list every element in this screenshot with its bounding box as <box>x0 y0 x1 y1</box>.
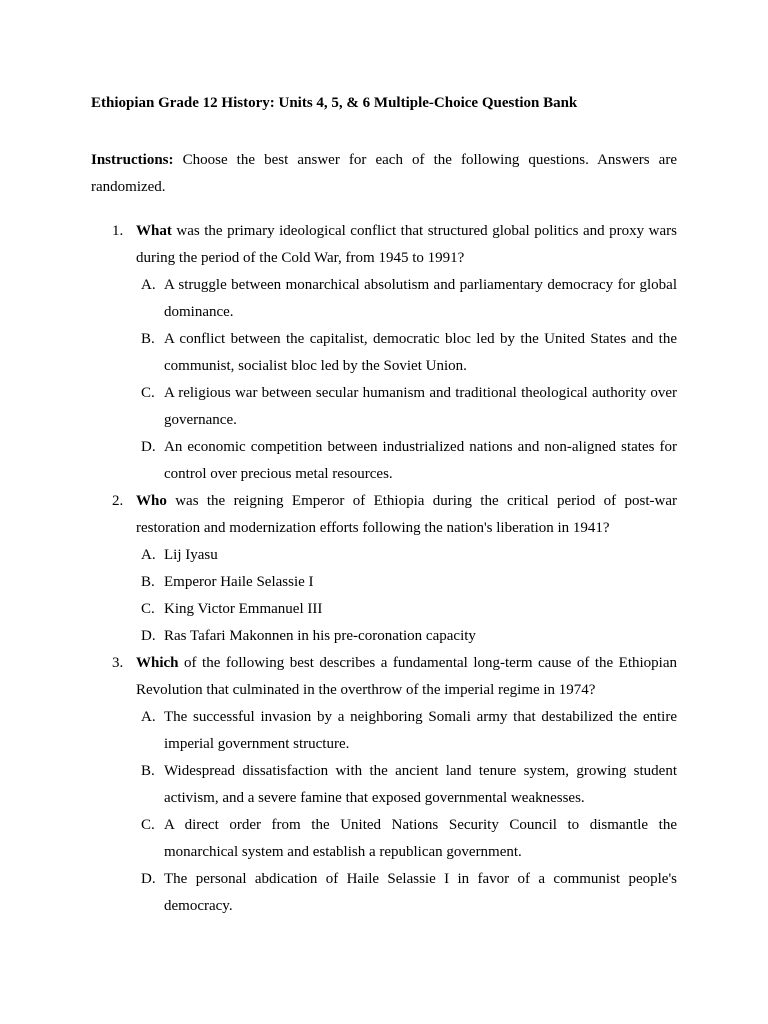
option-text: Emperor Haile Selassie I <box>164 574 314 590</box>
option-list <box>136 704 677 920</box>
option-letter: B. <box>141 574 155 590</box>
question-item <box>91 488 677 650</box>
option-letter: D. <box>141 439 156 455</box>
option-letter: B. <box>141 763 155 779</box>
question-number: 3. <box>112 655 124 671</box>
answer-option <box>136 812 677 866</box>
question-body: was the primary ideological conflict that structured global politics and proxy wars during the period of the Cold War, from 1945 to 1991? <box>136 223 677 266</box>
question-body: was the reigning Emperor of Ethiopia during the critical period of post-war restoration and modernization efforts following the nation's liberation in 1941? <box>136 493 677 536</box>
document-title: Ethiopian Grade 12 History: Units 4, 5, & 6 Multiple-Choice Question Bank <box>91 95 578 111</box>
option-list <box>136 272 677 488</box>
option-text: The successful invasion by a neighboring Somali army that destabilized the entire imperial government structure. <box>164 709 677 752</box>
option-letter: C. <box>141 817 155 833</box>
option-text: The personal abdication of Haile Selassie I in favor of a communist people's democracy. <box>164 871 677 914</box>
answer-option <box>136 758 677 812</box>
question-text <box>136 218 677 272</box>
answer-option <box>136 704 677 758</box>
option-letter: C. <box>141 601 155 617</box>
question-list <box>91 218 677 920</box>
question-body: of the following best describes a fundamental long-term cause of the Ethiopian Revolution that culminated in the overthrow of the imperial regime in 1974? <box>136 655 677 698</box>
answer-option <box>136 272 677 326</box>
answer-option <box>136 542 677 569</box>
option-letter: D. <box>141 628 156 644</box>
answer-option <box>136 569 677 596</box>
answer-option <box>136 623 677 650</box>
option-letter: A. <box>141 277 156 293</box>
option-text: Ras Tafari Makonnen in his pre-coronation capacity <box>164 628 476 644</box>
option-letter: D. <box>141 871 156 887</box>
instructions-paragraph <box>91 147 677 201</box>
question-text <box>136 650 677 704</box>
option-letter: A. <box>141 547 156 563</box>
option-text: King Victor Emmanuel III <box>164 601 323 617</box>
answer-option <box>136 596 677 623</box>
question-number: 1. <box>112 223 124 239</box>
option-list <box>136 542 677 650</box>
question-item <box>91 650 677 920</box>
question-lead-word: Which <box>136 655 179 671</box>
answer-option <box>136 866 677 920</box>
option-letter: A. <box>141 709 156 725</box>
option-text: An economic competition between industrialized nations and non-aligned states for control over precious metal resources. <box>164 439 677 482</box>
option-letter: C. <box>141 385 155 401</box>
answer-option <box>136 326 677 380</box>
option-text: A struggle between monarchical absolutism and parliamentary democracy for global dominance. <box>164 277 677 320</box>
question-lead-word: What <box>136 223 172 239</box>
option-text: A direct order from the United Nations Security Council to dismantle the monarchical system and establish a republican government. <box>164 817 677 860</box>
document-page <box>91 92 677 920</box>
question-lead-word: Who <box>136 493 167 509</box>
option-text: A conflict between the capitalist, democratic bloc led by the United States and the communist, socialist bloc led by the Soviet Union. <box>164 331 677 374</box>
option-text: A religious war between secular humanism and traditional theological authority over governance. <box>164 385 677 428</box>
instructions-text: Choose the best answer for each of the following questions. Answers are randomized. <box>91 152 677 195</box>
answer-option <box>136 380 677 434</box>
option-text: Lij Iyasu <box>164 547 218 563</box>
question-number: 2. <box>112 493 124 509</box>
question-item <box>91 218 677 488</box>
answer-option <box>136 434 677 488</box>
option-text: Widespread dissatisfaction with the ancient land tenure system, growing student activism, and a severe famine that exposed governmental weaknesses. <box>164 763 677 806</box>
instructions-label: Instructions: <box>91 152 174 168</box>
question-text <box>136 488 677 542</box>
option-letter: B. <box>141 331 155 347</box>
